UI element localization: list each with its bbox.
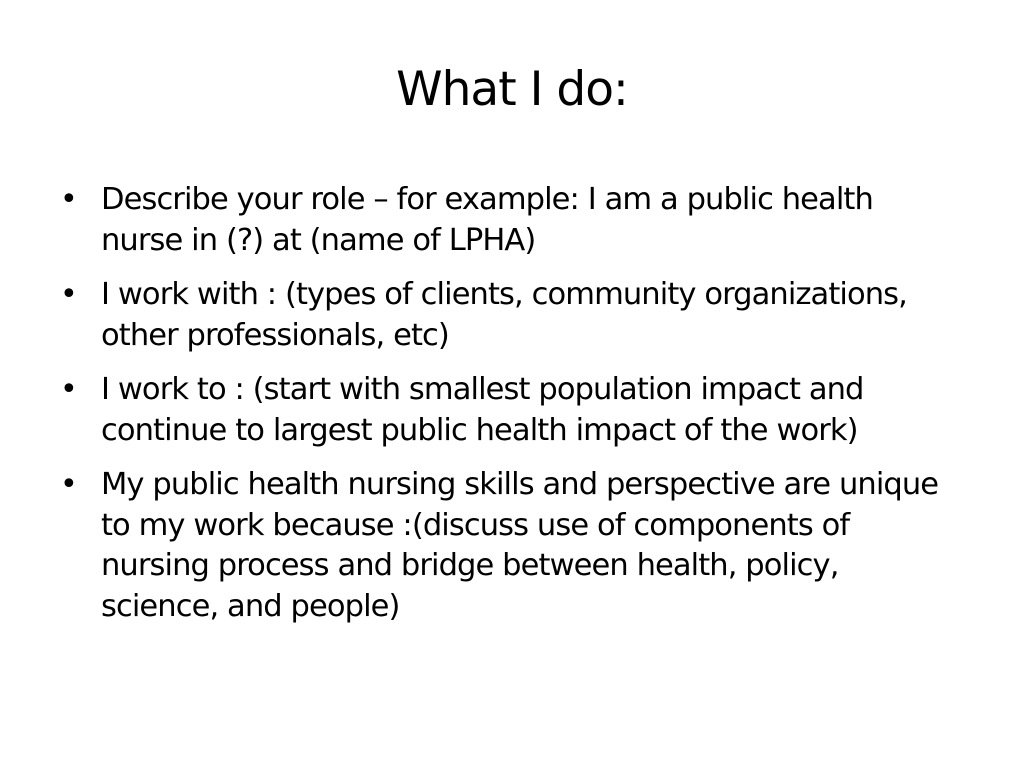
bullet-text: I work with : (types of clients, community organizations, other professionals, etc)	[101, 277, 907, 353]
bullet-dot-icon: •	[60, 467, 77, 502]
bullet-item	[58, 465, 958, 627]
bullet-dot-icon: •	[60, 182, 77, 217]
bullet-text: My public health nursing skills and perspective are unique to my work because :(discuss use of components of nursing process and bridge between health, policy, science, and people)	[101, 467, 939, 624]
bullet-list	[58, 180, 958, 641]
slide-title: What I do:	[396, 62, 628, 117]
bullet-dot-icon: •	[60, 372, 77, 407]
bullet-item	[58, 180, 958, 261]
bullet-item	[58, 275, 958, 356]
bullet-item	[58, 370, 958, 451]
bullet-text: I work to : (start with smallest population impact and continue to largest public health impact of the work)	[101, 372, 864, 448]
bullet-text: Describe your role – for example: I am a public health nurse in (?) at (name of LPHA)	[101, 182, 873, 258]
bullet-dot-icon: •	[60, 277, 77, 312]
